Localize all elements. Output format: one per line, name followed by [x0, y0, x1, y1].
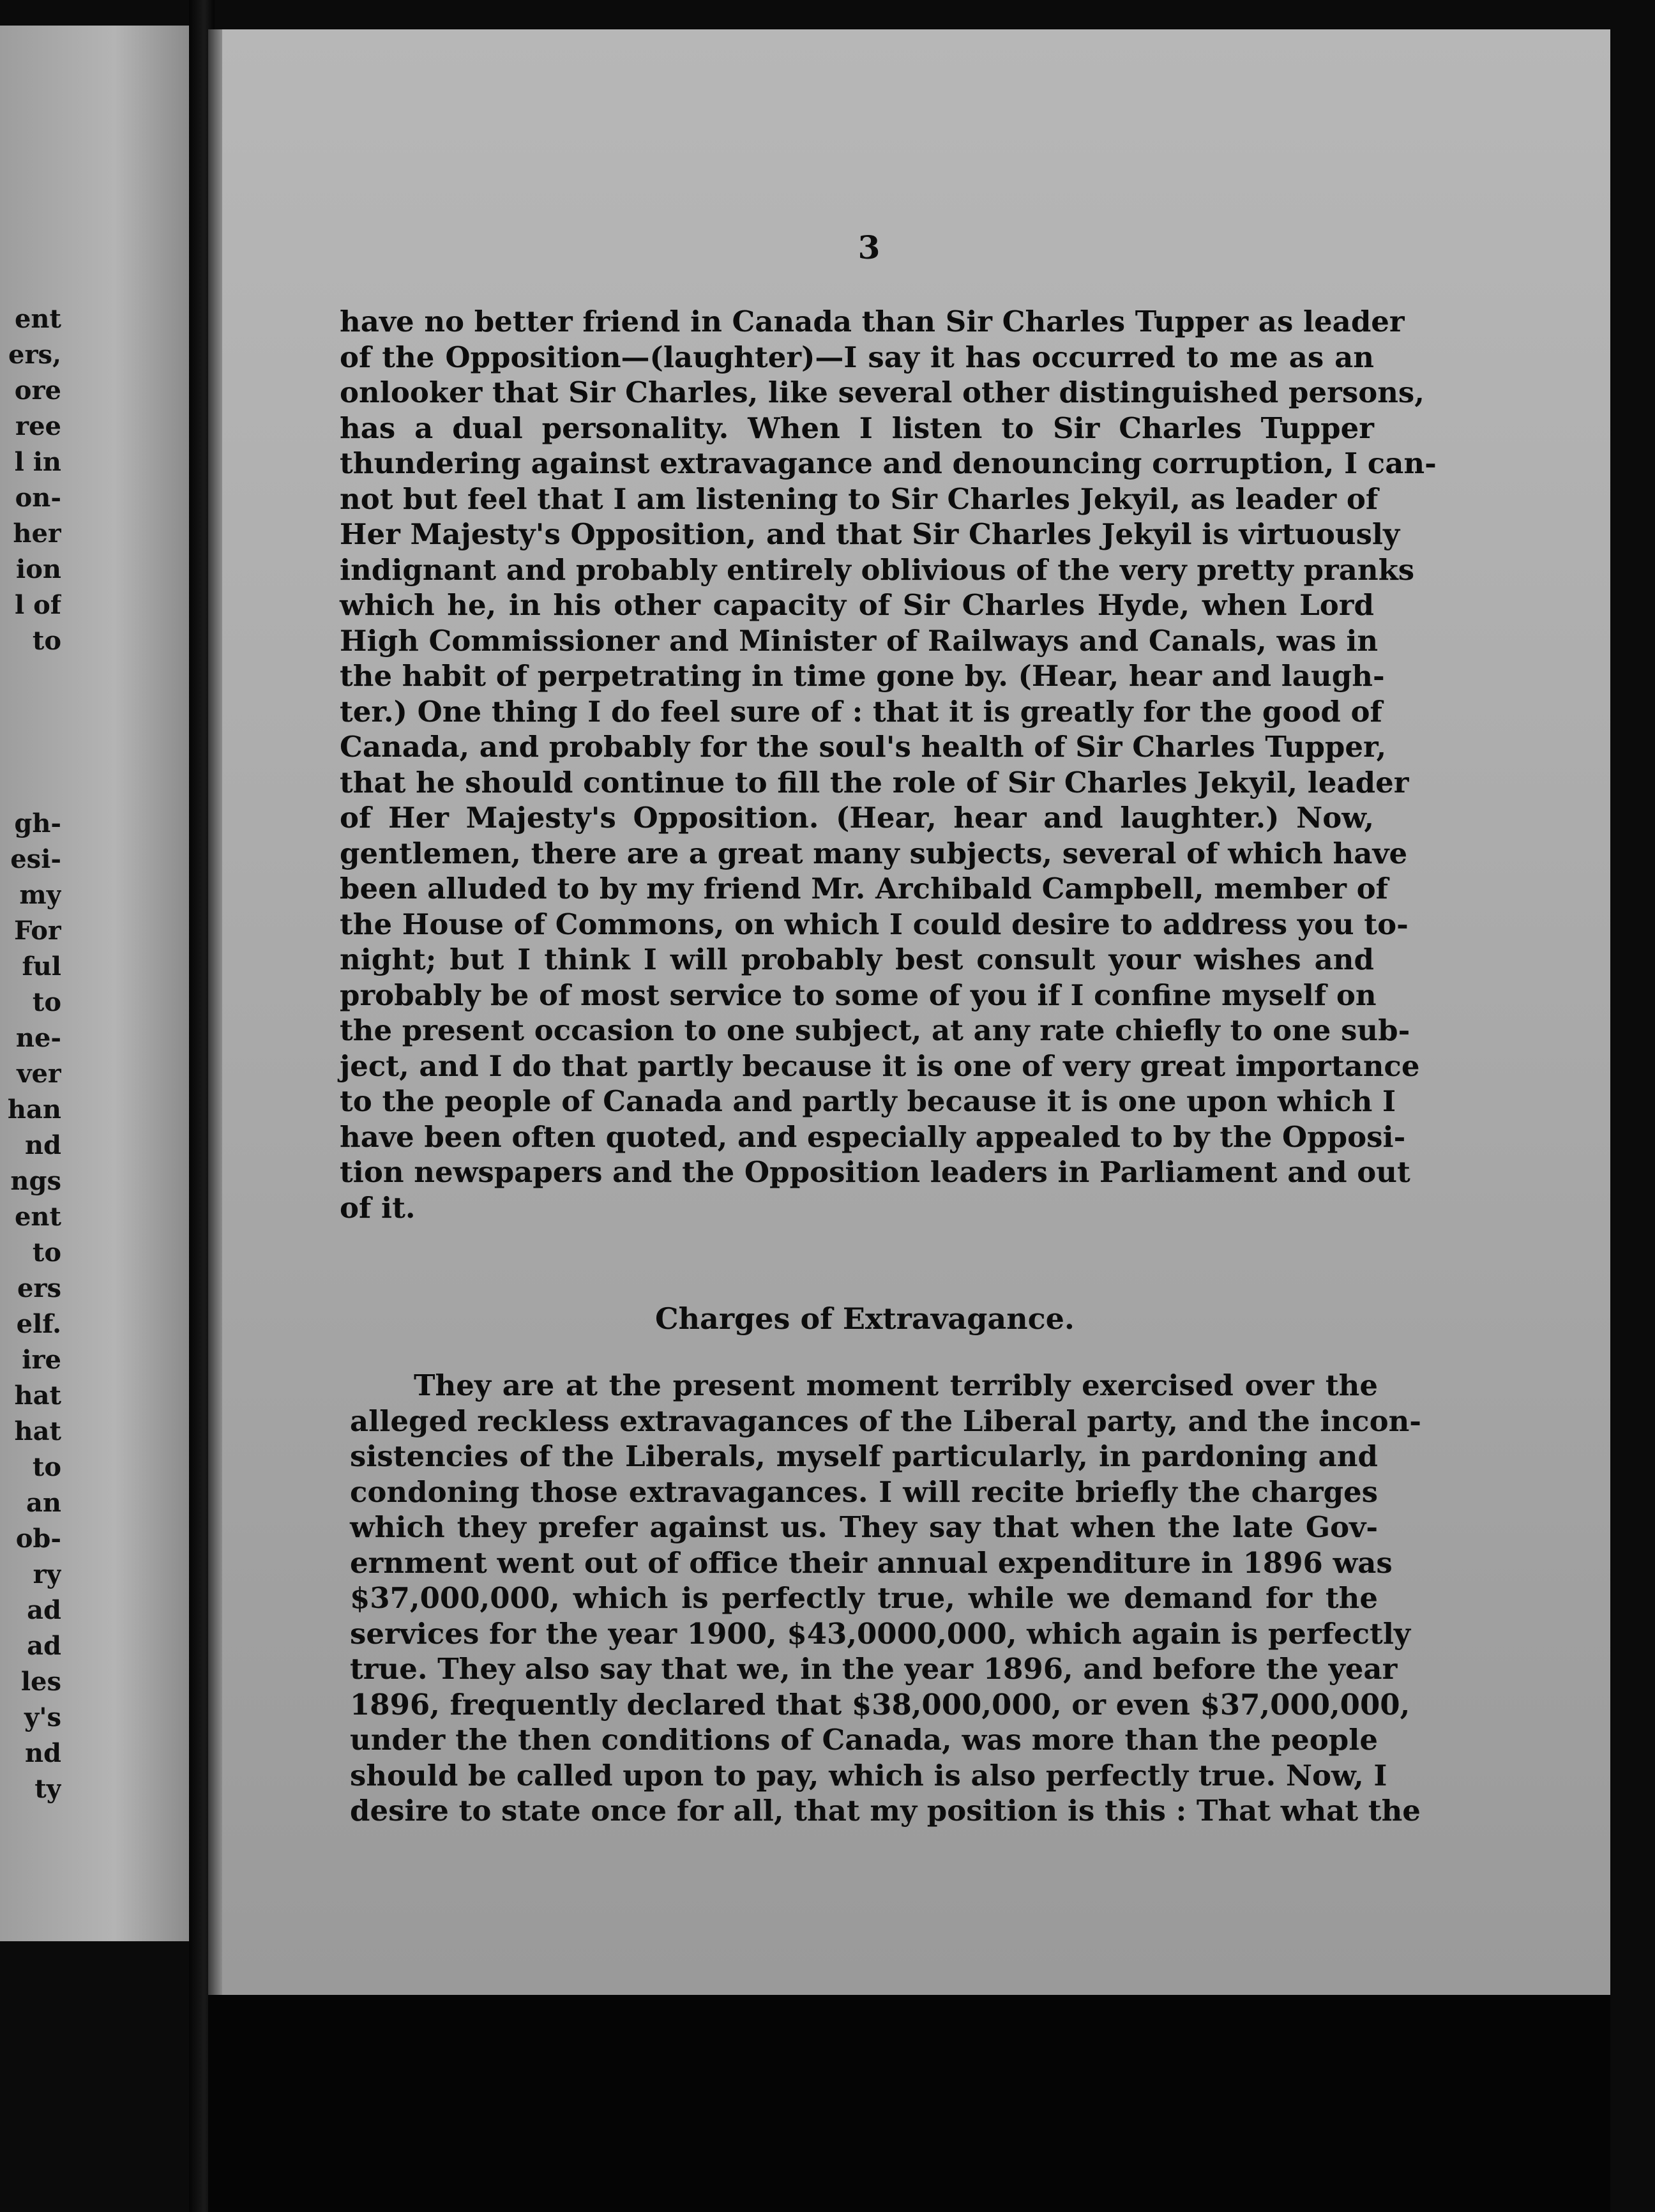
- left-page-fragment: ion: [16, 554, 61, 584]
- text-line: which they prefer against us. They say that when the late Gov-: [350, 1510, 1378, 1544]
- text-line: have been often quoted, and especially appealed to by the Opposi-: [340, 1119, 1406, 1154]
- text-line: have no better friend in Canada than Sir Charles Tupper as leader: [340, 305, 1405, 338]
- section-heading: Charges of Extravagance.: [655, 1301, 1075, 1336]
- text-line: services for the year 1900, $43,0000,000, which again is perfectly: [350, 1616, 1411, 1651]
- left-page-fragment: l in: [14, 447, 61, 477]
- left-page-fragment: to: [32, 987, 61, 1017]
- left-page-fragment: han: [7, 1095, 61, 1125]
- text-line: has a dual personality. When I listen to Sir Charles Tupper: [340, 411, 1374, 445]
- left-page-fragment: ful: [22, 951, 61, 981]
- text-line: indignant and probably entirely oblivious of the very pretty pranks: [340, 552, 1415, 587]
- text-line: alleged reckless extravagances of the Liberal party, and the incon-: [350, 1404, 1421, 1438]
- left-page-fragment: to: [32, 1452, 61, 1482]
- left-page-fragment: ry: [33, 1559, 61, 1589]
- text-line: onlooker that Sir Charles, like several other distinguished persons,: [340, 375, 1425, 409]
- left-page-fragment: ers: [17, 1273, 61, 1303]
- left-page-fragment: ore: [14, 375, 61, 405]
- text-line: 1896, frequently declared that $38,000,000, or even $37,000,000,: [350, 1687, 1410, 1722]
- left-page-fragment: hat: [14, 1416, 61, 1446]
- left-page-fragment: my: [19, 880, 61, 910]
- text-line: night; but I think I will probably best consult your wishes and: [340, 943, 1374, 976]
- left-page-fragment: nd: [24, 1130, 61, 1160]
- body-paragraph-1: [340, 304, 1437, 1225]
- left-page-fragment: ad: [27, 1631, 61, 1661]
- text-line: ject, and I do that partly because it is one of very great importance: [340, 1049, 1420, 1083]
- text-line: They are at the present moment terribly exercised over the: [414, 1368, 1378, 1402]
- left-page-fragment: ver: [17, 1059, 61, 1089]
- text-line: under the then conditions of Canada, was more than the people: [350, 1723, 1378, 1757]
- scan-bottom-margin: [208, 1995, 1610, 2212]
- text-line: which he, in his other capacity of Sir Charles Hyde, when Lord: [340, 588, 1374, 622]
- text-line: Her Majesty's Opposition, and that Sir Charles Jekyil is virtuously: [340, 517, 1400, 551]
- left-page-fragment: ree: [15, 411, 61, 441]
- left-page-fragment: ngs: [10, 1166, 61, 1196]
- left-page-fragment: ire: [22, 1345, 61, 1375]
- left-page-fragment: For: [14, 916, 61, 946]
- left-page-fragments-top: [0, 301, 61, 659]
- left-page-fragment: to: [32, 1238, 61, 1268]
- left-page-fragment: ent: [14, 1202, 61, 1232]
- left-page-fragment: on-: [15, 483, 61, 513]
- text-line: the present occasion to one subject, at any rate chiefly to one sub-: [340, 1013, 1410, 1047]
- text-line: true. They also say that we, in the year 1896, and before the year: [350, 1652, 1398, 1686]
- text-line: desire to state once for all, that my position is this : That what the: [350, 1794, 1421, 1828]
- text-line: ter.) One thing I do feel sure of : that it is greatly for the good of: [340, 694, 1382, 729]
- left-page-fragment: to: [32, 626, 61, 656]
- text-line: the House of Commons, on which I could desire to address you to-: [340, 907, 1409, 941]
- text-line: should be called upon to pay, which is also perfectly true. Now, I: [350, 1758, 1387, 1792]
- left-page-fragment: l of: [14, 590, 61, 620]
- document-page: [208, 29, 1610, 1995]
- page-number: 3: [858, 229, 880, 266]
- left-page-fragment: ty: [34, 1774, 61, 1804]
- left-page-fragments-bottom: [0, 806, 61, 1807]
- left-page-fragment: les: [20, 1667, 61, 1697]
- text-line: of the Opposition—(laughter)—I say it has occurred to me as an: [340, 340, 1374, 374]
- text-line: thundering against extravagance and denouncing corruption, I can-: [340, 446, 1437, 480]
- left-page-fragment: ne-: [15, 1023, 61, 1053]
- text-line: of it.: [340, 1190, 416, 1225]
- text-line: ernment went out of office their annual expenditure in 1896 was: [350, 1545, 1393, 1580]
- left-page-fragment: y's: [24, 1702, 61, 1732]
- left-page-fragment: ad: [27, 1595, 61, 1625]
- left-page-fragment: nd: [24, 1738, 61, 1768]
- text-line: been alluded to by my friend Mr. Archibald Campbell, member of: [340, 872, 1388, 905]
- text-line: not but feel that I am listening to Sir Charles Jekyil, as leader of: [340, 481, 1379, 516]
- text-line: condoning those extravagances. I will recite briefly the charges: [350, 1474, 1378, 1509]
- left-page-fragment: hat: [14, 1381, 61, 1411]
- text-line: gentlemen, there are a great many subjects, several of which have: [340, 836, 1408, 870]
- left-page-fragment: esi-: [10, 844, 61, 874]
- left-page-edge: [0, 26, 192, 1941]
- text-line: to the people of Canada and partly because it is one upon which I: [340, 1084, 1396, 1118]
- text-line: the habit of perpetrating in time gone by. (Hear, hear and laugh-: [340, 659, 1385, 693]
- text-line: Canada, and probably for the soul's health of Sir Charles Tupper,: [340, 730, 1387, 764]
- left-page-fragment: ob-: [15, 1524, 61, 1554]
- text-line: of Her Majesty's Opposition. (Hear, hear and laughter.) Now,: [340, 801, 1374, 835]
- left-page-fragment: elf.: [16, 1309, 61, 1339]
- text-line: tion newspapers and the Opposition leaders in Parliament and out: [340, 1155, 1410, 1189]
- text-line: High Commissioner and Minister of Railways and Canals, was in: [340, 623, 1379, 658]
- left-page-fragment: ers,: [8, 340, 61, 370]
- body-paragraph-2: [350, 1368, 1421, 1829]
- left-page-fragment: ent: [14, 304, 61, 334]
- text-line: $37,000,000, which is perfectly true, while we demand for the: [350, 1581, 1378, 1615]
- left-page-fragment: her: [13, 519, 61, 549]
- text-line: that he should continue to fill the role of Sir Charles Jekyil, leader: [340, 765, 1409, 799]
- text-line: probably be of most service to some of you if I confine myself on: [340, 978, 1377, 1012]
- text-line: sistencies of the Liberals, myself particularly, in pardoning and: [350, 1439, 1378, 1473]
- page-binding-edge: [208, 29, 222, 1995]
- left-page-fragment: an: [26, 1488, 61, 1518]
- left-page-fragment: gh-: [14, 808, 61, 838]
